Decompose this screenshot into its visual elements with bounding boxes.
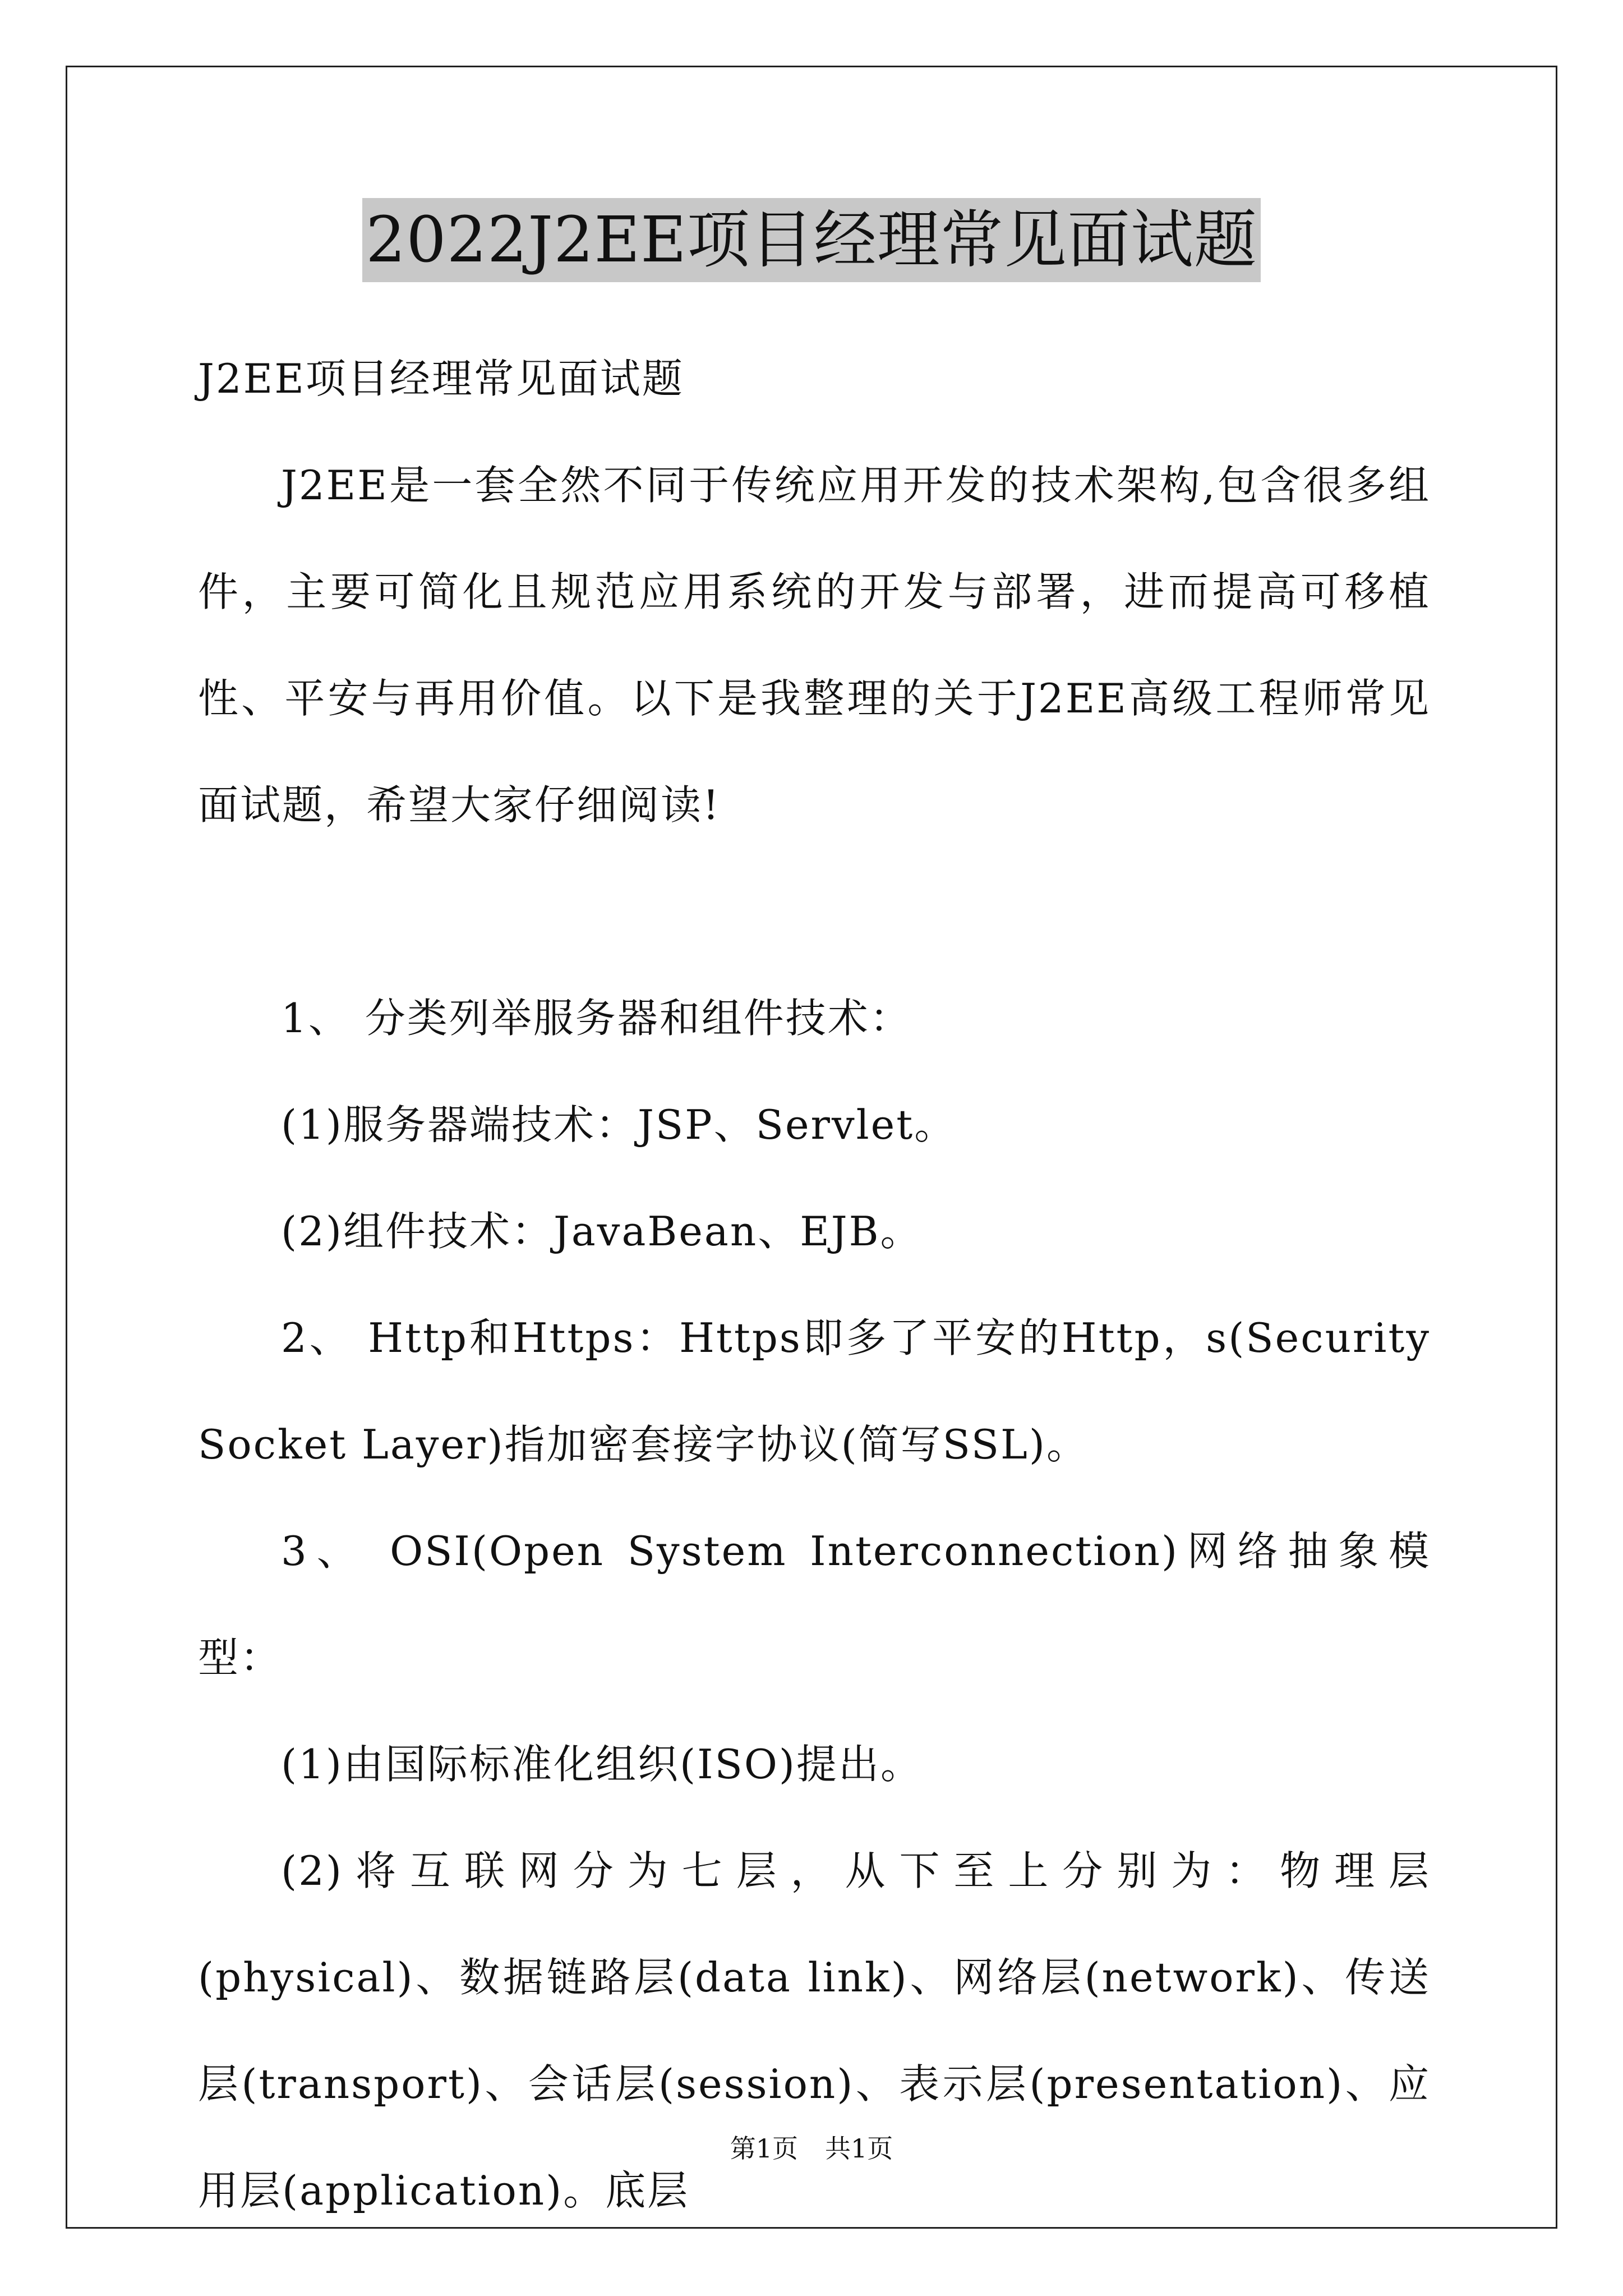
blank-line — [198, 858, 1431, 965]
page-footer — [0, 2132, 1623, 2165]
page-number-current: 第1页 — [730, 2133, 798, 2164]
question-1-item-1: (1)服务器端技术：JSP、Servlet。 — [281, 1101, 957, 1148]
question-3-heading: 3、 OSI(Open System Interconnection)网络抽象模型： — [198, 1527, 1431, 1681]
document-title: 2022J2EE项目经理常见面试题 — [362, 198, 1261, 282]
question-3-item-2: (2)将互联网分为七层，从下至上分别为：物理层(physical)、数据链路层(data link)、网络层(network)、传送层(transport)、会话层(session)、表示层(presentation)、应用层(application)。底层 — [198, 1847, 1431, 2214]
page-number-total: 共1页 — [825, 2133, 893, 2164]
document-body — [198, 325, 1431, 2244]
intro-paragraph: J2EE是一套全然不同于传统应用开发的技术架构,包含很多组件，主要可简化且规范应用系统的开发与部署，进而提高可移植性、平安与再用价值。以下是我整理的关于J2EE高级工程师常见面试题，希望大家仔细阅读! — [198, 462, 1431, 829]
question-2-paragraph: 2、 Http和Https：Https即多了平安的Http，s(Security Socket Layer)指加密套接字协议(简写SSL)。 — [198, 1314, 1431, 1468]
subtitle: J2EE项目经理常见面试题 — [198, 355, 684, 402]
question-3-item-1: (1)由国际标准化组织(ISO)提出。 — [281, 1741, 923, 1788]
question-1-item-2: (2)组件技术：JavaBean、EJB。 — [281, 1208, 923, 1255]
question-1-heading: 1、 分类列举服务器和组件技术： — [281, 995, 912, 1042]
title-container — [0, 198, 1623, 282]
